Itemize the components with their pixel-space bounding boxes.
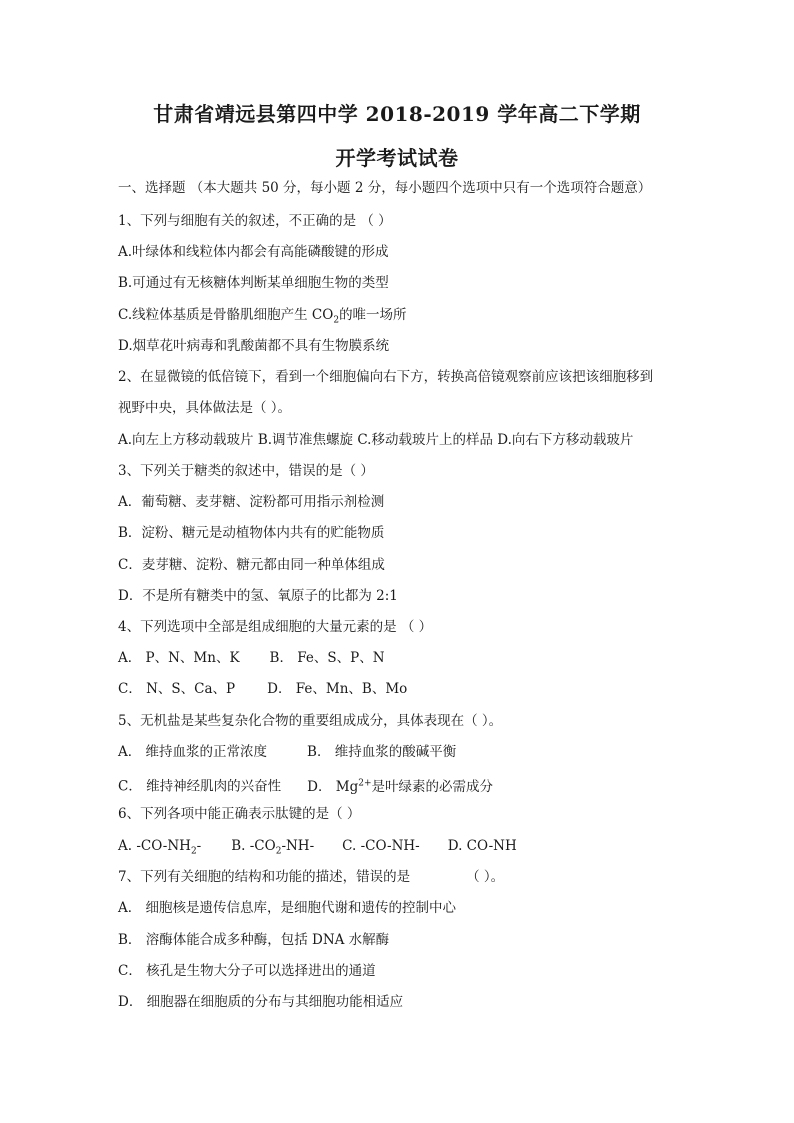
question-4-options-cd <box>118 679 718 699</box>
q1-c-text-pre: C.线粒体基质是骨骼肌细胞产生 CO <box>118 307 334 323</box>
question-7-option-c: C． 核孔是生物大分子可以选择进出的通道 <box>118 963 376 979</box>
question-4-option-d: D． Fe、Mn、B、Mo <box>267 681 408 697</box>
question-7-stem-row <box>118 867 718 887</box>
question-5-options-cd <box>118 773 718 797</box>
question-4-options-ab <box>118 648 718 668</box>
q6-a-text-pre: A. -CO-NH <box>118 838 191 854</box>
question-5-option-d <box>307 779 493 795</box>
question-1-stem: 1、下列与细胞有关的叙述，不正确的是 （ ） <box>118 213 392 229</box>
question-7-option-b: B． 溶酶体能合成多种酶，包括 DNA 水解酶 <box>118 932 390 948</box>
question-5-option-c: C． 维持神经肌肉的兴奋性 <box>118 778 282 795</box>
question-1-option-d: D.烟草花叶病毒和乳酸菌都不具有生物膜系统 <box>118 338 390 354</box>
question-7-option-a: A． 细胞核是遗传信息库，是细胞代谢和遗传的控制中心 <box>118 900 457 916</box>
question-6-option-c: C. -CO-NH- <box>342 838 420 854</box>
q5-d-superscript: 2+ <box>358 778 372 788</box>
question-6-stem: 6、下列各项中能正确表示肽键的是（ ） <box>118 806 361 822</box>
question-7-stem: 7、下列有关细胞的结构和功能的描述，错误的是 <box>118 869 411 885</box>
exam-title-line2: 开学考试试卷 <box>335 146 459 170</box>
question-2-options: A.向左上方移动载玻片 B.调节准焦螺旋 C.移动载玻片上的样品 D.向右下方移动载玻片 <box>118 432 634 448</box>
q6-a-subscript: 2 <box>190 846 197 857</box>
question-2-stem-line2: 视野中央，具体做法是（ ）。 <box>118 400 292 416</box>
question-3-stem: 3、下列关于糖类的叙述中，错误的是（ ） <box>118 463 374 479</box>
q5-d-text-post: 是叶绿素的必需成分 <box>371 778 493 795</box>
question-4-option-b: B． Fe、S、P、N <box>269 650 385 666</box>
q1-c-subscript: 2 <box>333 315 340 326</box>
question-4-option-c: C． N、S、Ca、P <box>118 681 236 697</box>
question-5-option-a: A． 维持血浆的正常浓度 <box>118 744 268 760</box>
question-1-option-a: A.叶绿体和线粒体内都会有高能磷酸键的形成 <box>118 244 389 260</box>
q1-c-text-post: 的唯一场所 <box>339 307 407 323</box>
exam-title-line1: 甘肃省靖远县第四中学 2018-2019 学年高二下学期 <box>153 102 641 126</box>
q6-b-subscript: 2 <box>275 846 282 857</box>
question-3-option-a: A．葡萄糖、麦芽糖、淀粉都可用指示剂检测 <box>118 494 385 510</box>
q6-a-text-post: - <box>196 838 202 854</box>
question-4-stem: 4、下列选项中全部是组成细胞的大量元素的是 （ ） <box>118 619 433 635</box>
q5-d-text-pre: D． Mg <box>307 778 359 795</box>
section-heading: 一、选择题 （本大题共 50 分，每小题 2 分，每小题四个选项中只有一个选项符合题意） <box>118 180 652 196</box>
question-7-option-d: D． 细胞器在细胞质的分布与其细胞功能相适应 <box>118 994 404 1010</box>
question-7-answer-paren: （ ）。 <box>466 869 505 885</box>
question-5-option-b: B． 维持血浆的酸碱平衡 <box>307 744 457 760</box>
q6-b-text-post: -NH- <box>281 838 315 854</box>
question-3-option-d: D．不是所有糖类中的氢、氧原子的比都为 2:1 <box>118 588 398 604</box>
question-5-options-ab <box>118 742 718 762</box>
question-3-option-b: B．淀粉、糖元是动植物体内共有的贮能物质 <box>118 525 385 541</box>
question-6-option-a <box>118 838 202 857</box>
question-5-stem: 5、无机盐是某些复杂化合物的重要组成成分，具体表现在（ ）。 <box>118 713 503 729</box>
question-2-stem-line1: 2、在显微镜的低倍镜下，看到一个细胞偏向右下方，转换高倍镜观察前应该把该细胞移到 <box>118 369 654 385</box>
question-1-option-c <box>118 305 718 331</box>
question-3-option-c: C．麦芽糖、淀粉、糖元都由同一种单体组成 <box>118 557 385 573</box>
question-4-option-a: A． P、N、Mn、K <box>118 650 240 666</box>
question-6-option-b <box>231 838 315 857</box>
question-6-options <box>118 836 718 862</box>
q6-b-text-pre: B. -CO <box>231 838 276 854</box>
question-6-option-d: D. CO-NH <box>447 838 517 854</box>
question-1-option-b: B.可通过有无核糖体判断某单细胞生物的类型 <box>118 275 389 291</box>
